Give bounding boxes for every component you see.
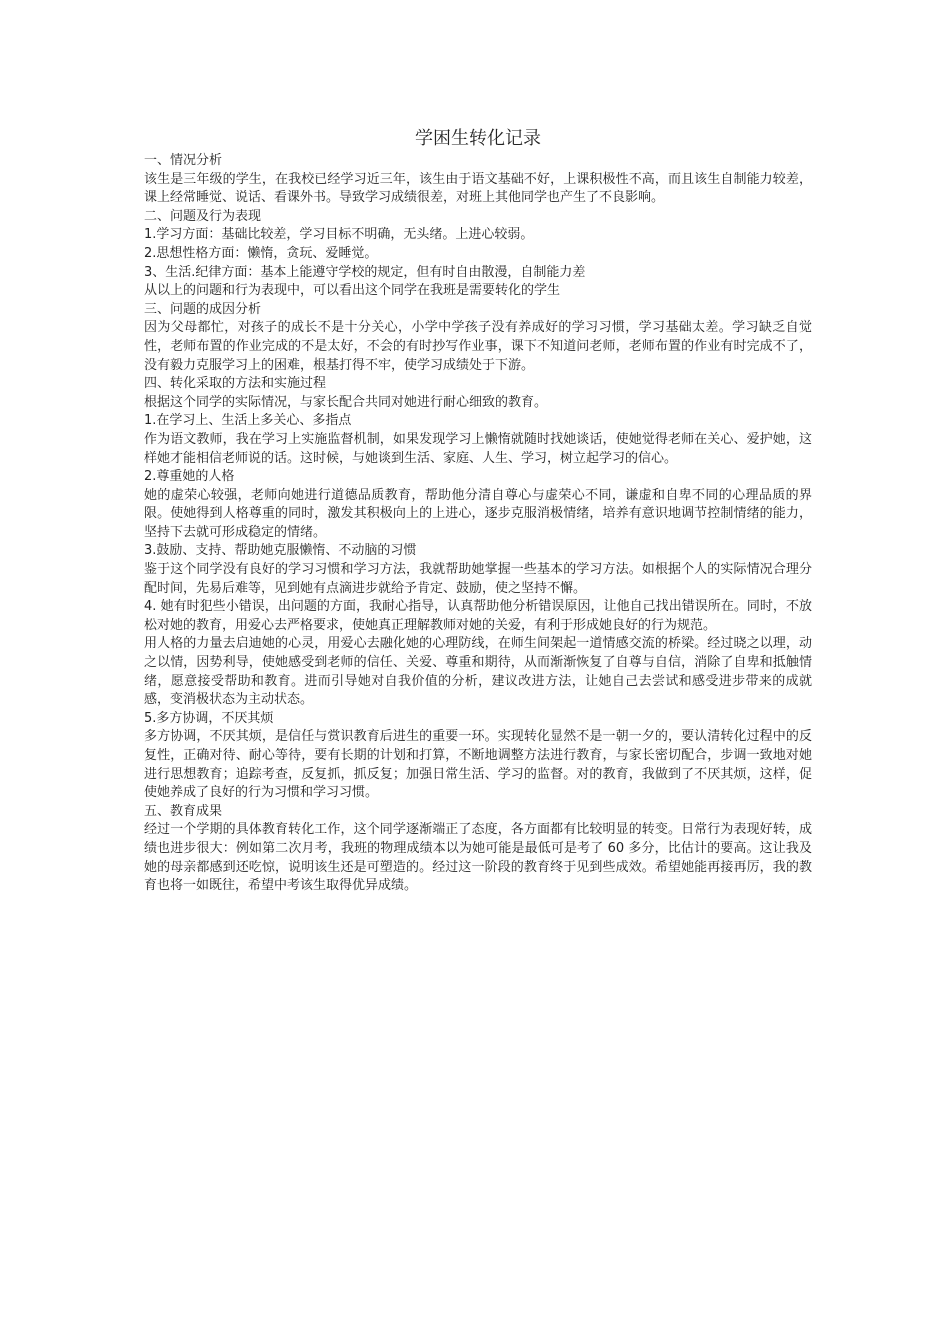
list-item: 1.学习方面：基础比较差，学习目标不明确，无头绪。上进心较弱。: [144, 227, 534, 243]
document-body: [144, 152, 812, 896]
paragraph: 该生是三年级的学生，在我校已经学习近三年，该生由于语文基础不好，上课积极性不高，而且该生自制能力较差，课上经常睡觉、说话、看课外书。导致学习成绩很差，对班上其他同学也产生了不良影响。: [144, 171, 812, 206]
paragraph: 根据这个同学的实际情况，与家长配合共同对她进行耐心细致的教育。: [144, 394, 548, 410]
paragraph: 从以上的问题和行为表现中，可以看出这个同学在我班是需要转化的学生: [144, 283, 561, 299]
list-item: 2.思想性格方面：懒惰，贪玩、爱睡觉。: [144, 245, 378, 261]
paragraph: 用人格的力量去启迪她的心灵，用爱心去融化她的心理防线，在师生间架起一道情感交流的桥梁。经过晓之以理，动之以情，因势利导，使她感受到老师的信任、关爱、尊重和期待，从而渐渐恢复了自尊与自信，消除了自卑和抵触情绪，愿意接受帮助和教育。进而引导她对自我价值的分析，建议改进方法，让她自己去尝试和感受进步带来的成就感，变消极状态为主动状态。: [144, 636, 812, 708]
paragraph: 因为父母都忙，对孩子的成长不是十分关心，小学中学孩子没有养成好的学习习惯，学习基础太差。学习缺乏自觉性，老师布置的作业完成的不是太好，不会的有时抄写作业事，课下不知道问老师，老师布置的作业有时完成不了，没有毅力克服学习上的困难，根基打得不牢，使学习成绩处于下游。: [144, 320, 812, 373]
section-heading-4: 四、转化采取的方法和实施过程: [144, 376, 327, 392]
section-heading-3: 三、问题的成因分析: [144, 301, 262, 317]
document-page: [144, 128, 812, 896]
paragraph: 多方协调，不厌其烦，是信任与赏识教育后进生的重要一环。实现转化显然不是一朝一夕的，要认清转化过程中的反复性，正确对待、耐心等待，要有长期的计划和打算，不断地调整方法进行教育，与家长密切配合，步调一致地对她进行思想教育；追踪考查，反复抓，抓反复；加强日常生活、学习的监督。对的教育，我做到了不厌其烦，这样，促使她养成了良好的行为习惯和学习习惯。: [144, 729, 812, 801]
paragraph: 作为语文教师，我在学习上实施监督机制，如果发现学习上懒惰就随时找她谈话，使她觉得老师在关心、爱护她，这样她才能相信老师说的话。这时候，与她谈到生活、家庭、人生、学习，树立起学习的信心。: [144, 431, 812, 466]
subheading: 2.尊重她的人格: [144, 469, 235, 485]
subheading: 1.在学习上、生活上多关心、多指点: [144, 413, 352, 429]
section-heading-2: 二、问题及行为表现: [144, 208, 262, 224]
list-item: 3、生活.纪律方面：基本上能遵守学校的规定，但有时自由散漫，自制能力差: [144, 264, 586, 280]
paragraph: 4. 她有时犯些小错误，出问题的方面，我耐心指导，认真帮助他分析错误原因，让他自己找出错误所在。同时，不放松对她的教育，用爱心去严格要求，使她真正理解教师对她的关爱，有利于形成她良好的行为规范。: [144, 599, 812, 633]
subheading: 5.多方协调，不厌其烦: [144, 710, 274, 726]
subheading: 3.鼓励、支持、帮助她克服懒惰、不动脑的习惯: [144, 543, 417, 559]
document-title: 学困生转化记录: [415, 128, 541, 149]
section-heading-5: 五、教育成果: [144, 803, 223, 819]
section-heading-1: 一、情况分析: [144, 153, 223, 168]
paragraph: 经过一个学期的具体教育转化工作，这个同学逐渐端正了态度，各方面都有比较明显的转变。日常行为表现好转，成绩也进步很大：例如第二次月考，我班的物理成绩本以为她可能是最低可是考了 60 多分，比估计的要高。这让我及她的母亲都感到还吃惊，说明该生还是可塑造的。经过这一阶段的教育终于见到些成效。希望她能再接再厉，我的教育也将一如既往，希望中考该生取得优异成绩。: [144, 822, 812, 894]
paragraph: 她的虚荣心较强，老师向她进行道德品质教育，帮助他分清自尊心与虚荣心不同，谦虚和自卑不同的心理品质的界限。使她得到人格尊重的同时，激发其积极向上的上进心，逐步克服消极情绪，培养有意识地调节控制情绪的能力，坚持下去就可形成稳定的情绪。: [144, 487, 812, 540]
paragraph: 鉴于这个同学没有良好的学习习惯和学习方法，我就帮助她掌握一些基本的学习方法。如根据个人的实际情况合理分配时间，先易后难等，见到她有点滴进步就给予肯定、鼓励，使之坚持不懈。: [144, 562, 812, 596]
